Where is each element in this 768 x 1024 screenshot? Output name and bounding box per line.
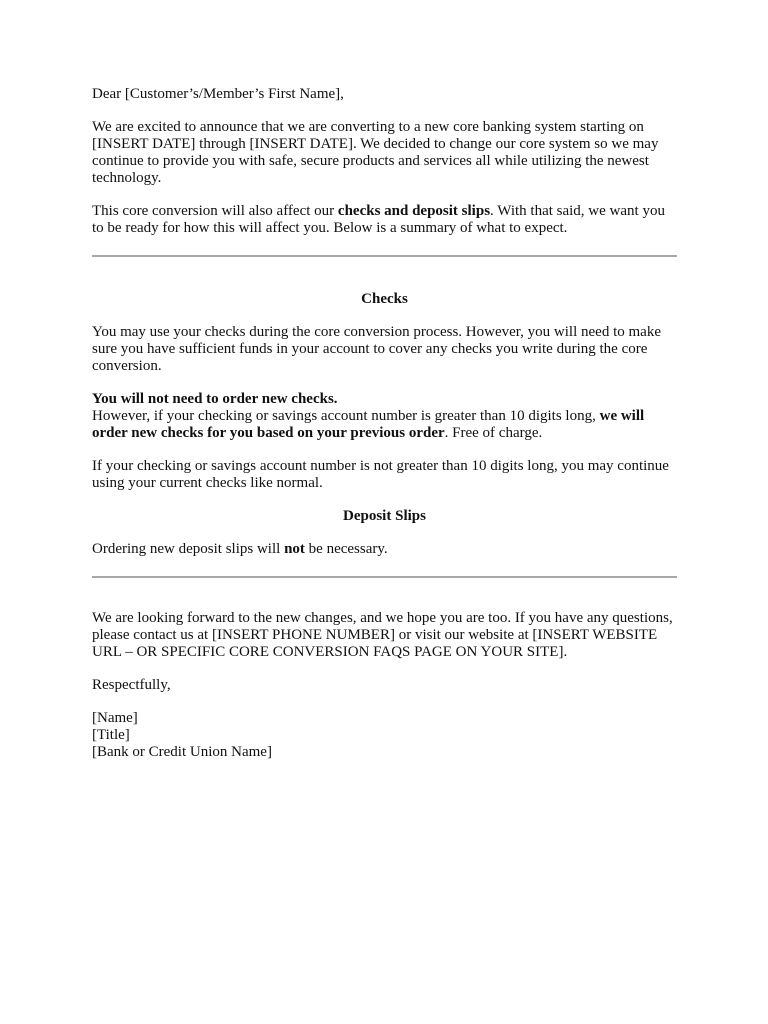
deposit-bold-text: not	[284, 541, 305, 557]
deposit-text-end: be necessary.	[304, 541, 388, 557]
intro-paragraph: We are excited to announce that we are converting to a new core banking system starting on [INSERT DATE] through [INSERT DATE]. We decided to change our core system so we may continue to provide you with safe, secure products and services all while utilizing the newest technology.	[92, 119, 659, 186]
divider-top	[92, 255, 677, 257]
order-paragraph	[92, 408, 677, 442]
order-text-end: . Free of charge.	[444, 425, 543, 441]
closing-paragraph: We are looking forward to the new changes, and we hope you are too. If you have any questions, please contact us at [INSERT PHONE NUMBER] or visit our website at [INSERT WEBSITE URL – OR SPECIFIC CORE CONVERSION FAQS PAGE ON YOUR SITE].	[92, 610, 673, 660]
affect-text-start: This core conversion will also affect our	[92, 203, 338, 219]
deposit-slips-heading: Deposit Slips	[343, 508, 426, 524]
letter-page	[92, 86, 677, 761]
deposit-paragraph	[92, 541, 677, 558]
affect-text-end: . With that said, we want you to be ready for how this will affect you. Below is a summary of what to expect.	[92, 203, 665, 236]
signature-organization: [Bank or Credit Union Name]	[92, 744, 272, 760]
sign-off: Respectfully,	[92, 677, 171, 693]
order-bold-text: we will order new checks for you based on your previous order	[92, 408, 645, 441]
greeting: Dear [Customer’s/Member’s First Name],	[92, 86, 344, 102]
order-text-start: However, if your checking or savings account number is greater than 10 digits long,	[92, 408, 600, 424]
no-order-bold-text: You will not need to order new checks.	[92, 391, 338, 407]
affect-paragraph	[92, 203, 677, 237]
deposit-text-start: Ordering new deposit slips will	[92, 541, 285, 557]
signature-block	[92, 710, 677, 761]
checks-heading: Checks	[361, 291, 408, 307]
divider-bottom	[92, 576, 677, 578]
signature-title: [Title]	[92, 727, 130, 743]
not-greater-paragraph: If your checking or savings account number is not greater than 10 digits long, you may continue using your current checks like normal.	[92, 458, 669, 491]
checks-paragraph: You may use your checks during the core conversion process. However, you will need to make sure you have sufficient funds in your account to cover any checks you write during the core conversion.	[92, 324, 661, 374]
no-order-line	[92, 391, 677, 408]
affect-bold-text: checks and deposit slips	[337, 203, 491, 219]
signature-name: [Name]	[92, 710, 138, 726]
